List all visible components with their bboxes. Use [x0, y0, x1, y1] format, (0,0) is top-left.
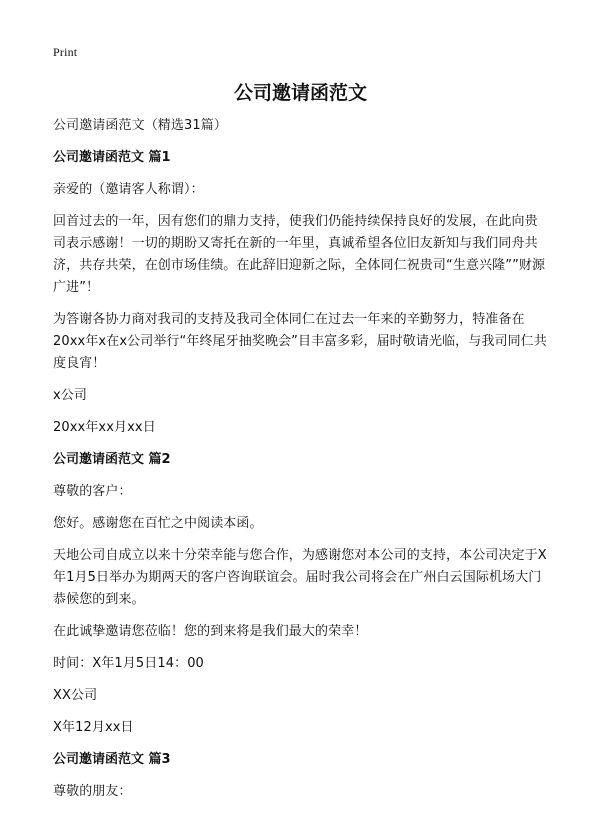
body-paragraph: 回首过去的一年，因有您们的鼎力支持，使我们仍能持续保持良好的发展，在此向贵司表示感谢！一切的期盼又寄托在新的一年里，真诚希望各位旧友新知与我们同舟共济，共存共荣，在创市场佳绩。在此辞旧迎新之际，全体同仁祝贵司“生意兴隆””财源广进”！ — [53, 214, 546, 295]
section-heading: 公司邀请函范文 篇3 — [53, 752, 171, 767]
section-heading: 公司邀请函范文 篇1 — [53, 150, 171, 165]
sender-name: x公司 — [53, 388, 87, 403]
event-time: 时间：X年1月5日14：00 — [53, 656, 204, 671]
print-link[interactable]: Print — [53, 45, 78, 59]
page-title: 公司邀请函范文 — [233, 82, 367, 104]
section-1 — [53, 147, 548, 439]
body-paragraph: 您好。感谢您在百忙之中阅读本函。 — [53, 516, 263, 531]
body-paragraph: 在此诚挚邀请您莅临！您的到来将是我们最大的荣幸！ — [53, 624, 368, 639]
salutation: 尊敬的朋友： — [53, 784, 132, 799]
section-3 — [53, 749, 548, 803]
salutation: 尊敬的客户： — [53, 484, 132, 499]
salutation: 亲爱的（邀请客人称谓）： — [53, 182, 204, 197]
document-subtitle: 公司邀请函范文（精选31篇） — [53, 118, 227, 133]
letter-date: 20xx年xx月xx日 — [53, 420, 156, 435]
body-paragraph: 为答谢各协力商对我司的支持及我司全体同仁在过去一年来的辛勤努力，特准备在20xx年x在x公司举行“年终尾牙抽奖晚会”目丰富多彩，届时敬请光临，与我司同仁共度良宵！ — [53, 312, 547, 371]
section-heading: 公司邀请函范文 篇2 — [53, 452, 171, 467]
body-paragraph: 天地公司自成立以来十分荣幸能与您合作，为感谢您对本公司的支持，本公司决定于X年1月5日举办为期两天的客户咨询联谊会。届时我公司将会在广州白云国际机场大门恭候您的到来。 — [53, 548, 547, 607]
letter-date: X年12月xx日 — [53, 720, 134, 735]
sender-name: XX公司 — [53, 688, 98, 703]
section-2 — [53, 449, 548, 739]
